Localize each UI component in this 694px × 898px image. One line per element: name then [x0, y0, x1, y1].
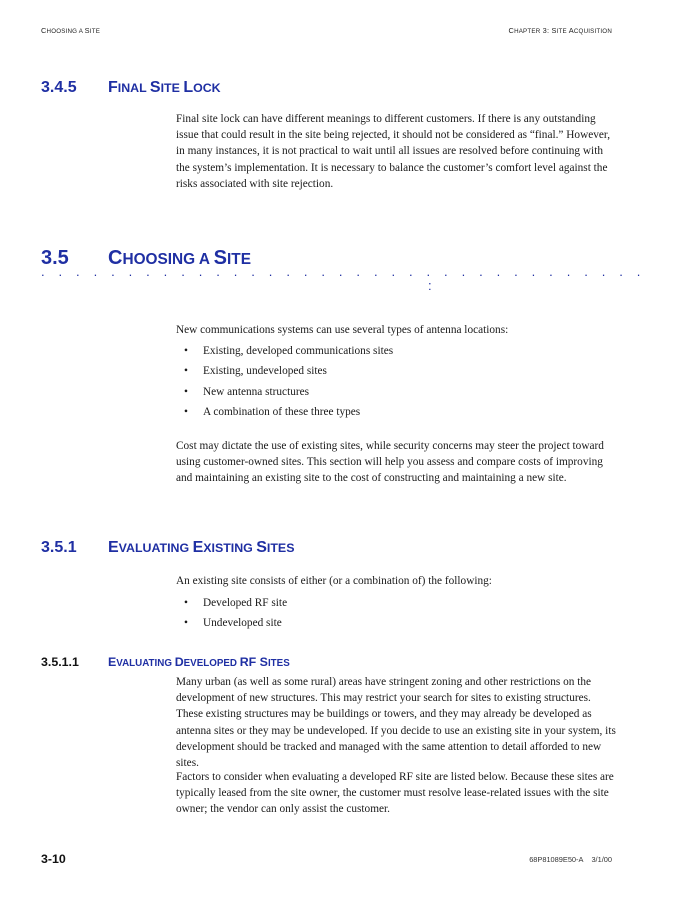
section-number-3-5: 3.5: [41, 247, 69, 269]
section-number-3-5-1-1: 3.5.1.1: [41, 655, 79, 669]
list-item: • Existing, undeveloped sites: [184, 365, 327, 378]
document-id: 68P81089E50-A 3/1/00: [529, 855, 612, 864]
list-item: • New antenna structures: [184, 385, 310, 398]
list-item: • Existing, developed communications sites: [184, 345, 394, 357]
list-item: • A combination of these three types: [184, 405, 361, 418]
choosing-site-cost-paragraph: Cost may dictate the use of existing sites, while security concerns may steer the project toward using customer-owned sites. This section will help you assess and compare costs of improving and maintaining an existing site to the cost of constructing and maintaining a new site.: [176, 440, 604, 485]
section-title-final-site-lock: FINAL SITE LOCK: [108, 79, 221, 96]
antenna-location-list: [176, 341, 616, 422]
section-title-evaluating-existing-sites: EVALUATING EXISTING SITES: [108, 539, 295, 556]
developed-rf-sites-paragraph-1: Many urban (as well as some rural) areas have stringent zoning and other restrictions on the development of new structures. This may restrict your search for sites to existing structures. These existing structures may be buildings or towers, and they may already be developed as antenna sites or they may be undeveloped. If you decide to use an existing site in your system, its development should be tracked and managed with the same attention to detail afforded to new sites.: [176, 676, 616, 770]
list-item: • Undeveloped site: [184, 617, 282, 630]
dotted-rule-vertical: :: [428, 278, 432, 293]
existing-sites-intro: An existing site consists of either (or a combination of) the following:: [176, 575, 492, 587]
section-title-evaluating-developed-rf-sites: EVALUATING DEVELOPED RF SITES: [108, 655, 290, 669]
developed-rf-sites-paragraph-2: Factors to consider when evaluating a developed RF site are listed below. Because these sites are typically leased from the site owner, the customer must resolve lease-related issues with the site owner; the vendor can only assist the customer.: [176, 771, 614, 816]
section-title-choosing-a-site: CHOOSING A SITE: [108, 247, 251, 269]
running-header-left: CHOOSING A SITE: [41, 26, 101, 35]
section-number-3-4-5: 3.4.5: [41, 79, 77, 96]
dotted-rule: . . . . . . . . . . . . . . . . . . . . . . . . . . . . . . . . . . .: [41, 264, 646, 279]
page-number: 3-10: [41, 852, 66, 866]
choosing-site-intro: New communications systems can use several types of antenna locations:: [176, 324, 509, 336]
list-item: • Developed RF site: [184, 597, 288, 609]
existing-site-types-list: [176, 593, 616, 634]
section-number-3-5-1: 3.5.1: [41, 539, 77, 556]
final-site-lock-paragraph: Final site lock can have different meanings to different customers. If there is any outstanding issue that could result in the site being rejected, it should not be considered as “final.” However, in many instances, it is not practical to wait until all issues are resolved before continuing with the system’s implementation. It is necessary to balance the customer’s comfort level against the risks associated with site rejection.: [176, 113, 611, 190]
running-header-right: CHAPTER 3: SITE ACQUISITION: [508, 26, 612, 35]
